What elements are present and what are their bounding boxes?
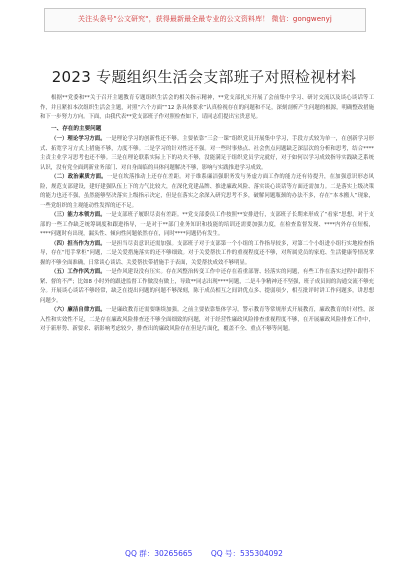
item-heading: （五）工作作风方面。 (51, 269, 106, 275)
section-heading: 一、存在的主要问题 (51, 125, 102, 132)
item-heading: （六）廉洁自律方面。 (51, 307, 106, 313)
item-body: 一是担当尽责意识还需加强。支部班子对于支部第一个小组的工作指导较多，对第二个小组进小组行实地检查指导，存在“甩手掌柜”问题，二是关爱措施落实的还不够细致。对于关爱帮扶工作的重视程度还不够，对所属党员的家庭、生活健康等情况掌握的不够全面准确，日常谈心谈话、关爱帮扶带措施手于表面，关爱帮扶成效不够明显。 (40, 240, 374, 266)
qq-group: QQ 群：30265665 (125, 549, 193, 558)
item-body: 一是理论学习的创新性还不够。主要依靠“三会一课”组织党员开展集中学习，手段方式较为单一，在创新学习形式、拓宽学习方式上措施不够，力度不够。二是学习的针对性还不强。对一些时事热点、社会焦点问题缺乏深层次的分析和思考，结合****主责主业学习思考也还不够。三是在理论联系实际上下的功夫不够，没能满足于组织党员学完就好，对于如何以学习成效指导实践缺乏系统认识，没有党全面到新业务部门、对自身面临的具体问题解决不够，影响与实践推进学习成效。 (40, 136, 374, 171)
item-body: 一是支部班子履职尽责有差距。**党支部委员工作按照**安排进行，支部班子长期来形成了“看家”思想，对于支部的一些工作缺乏统筹调度和跟进指导，一是对于**部门业务知识和技能的培训还需要加强力度，在检查监督发现、****内外存在短板，****问题时有出现，漏头性、倾向性问题依然存在，同时****问题仍有发生。 (40, 212, 374, 237)
document-body (40, 94, 374, 335)
item-heading: （四）担当作为方面。 (51, 240, 106, 247)
promo-banner (44, 8, 366, 32)
promo-banner-text: 关注头条号"公文研究"，获得最新最全最专业的公文资料库！ 微信：gongwenyj (78, 15, 332, 23)
item-body: 一是在坎落推动上还存在差距。对于维系廉洁强职务发与务虚方面工作的能力还有待提升，在加强意识形态风险，规范支部建设，建好建强队伍上下的力气比较大，在深化党建品牌、推进廉政风险、落实谈心谈话等方面还需加力。二是落实上级决策的能力也还不强，虽然能够坚决落实上级指示决定，但是在落实之余深入研究思考不多，破解问题瓶颈的办法不多，存在“本本搬人”现象，一些党组织的主观能动性发挥的还不足。 (40, 174, 374, 209)
item-body: 一是作风建设没有压实。存在风整治转变工作中还存在着重部署、轻落实的问题，有些工作在落实过程中跟得不紧、督的不严；比如8 小时外的跟进监督工作做没有做上，导致**同志出现****问题，二是斗争精神还不坚强，班子成员间的沟通交流不够充分。开展谈心谈话不够经常，缺乏在提出问题的问题不够深刻，陈于成员相互之间讲优点多、提弱项少，相互批评时讲工作问题多，讲思想问题少。 (40, 269, 374, 304)
item-paragraph (40, 135, 374, 173)
item-paragraph (40, 240, 374, 269)
contact-footer (0, 548, 408, 559)
item-paragraph (40, 211, 374, 240)
item-paragraph (40, 268, 374, 306)
item-paragraph (40, 306, 374, 335)
qq-number: QQ 号：535304092 (210, 549, 283, 558)
item-heading: （一）理论学习方面。 (51, 136, 106, 142)
item-paragraph (40, 173, 374, 211)
intro-paragraph: 根据**党委和**关于召开主题教育专题组织生活会的相关指示精神，**党支部扎实开展了会前集中学习、研讨交流以及谈心谈话等工作，并且紧扣本次组织生活会主题，对照“六个方面”“12 条具体要求”认真检视存在的问题和不足，深刻剖析产生问题的根源，明确整改措施和下一步努力方向。下面，由我代表**党支部班子作对照检查如下，请同志们提出宝贵意见。 (40, 95, 374, 120)
item-heading: （三）能力本领方面。 (51, 212, 106, 218)
item-body: 一是廉政教育还需要继续加强。之前主要依靠集体学习，警示教育等常规形式开展教育，廉政教育的针对性，深入性和实效性不足，二是存在廉政风险排查还不够全面细致的问题，对于经营性廉政风险排查重视程度不够，在开展廉政风险排查工作中，对于新形势、新要求、新影响考虑较少，排查出的廉政风险存在但是片面化，覆盖不全、重点不够等问题。 (40, 307, 374, 332)
document-title: 2023 专题组织生活会支部班子对照检视材料 (51, 68, 357, 86)
item-heading: （二）政治素质方面。 (51, 174, 107, 180)
